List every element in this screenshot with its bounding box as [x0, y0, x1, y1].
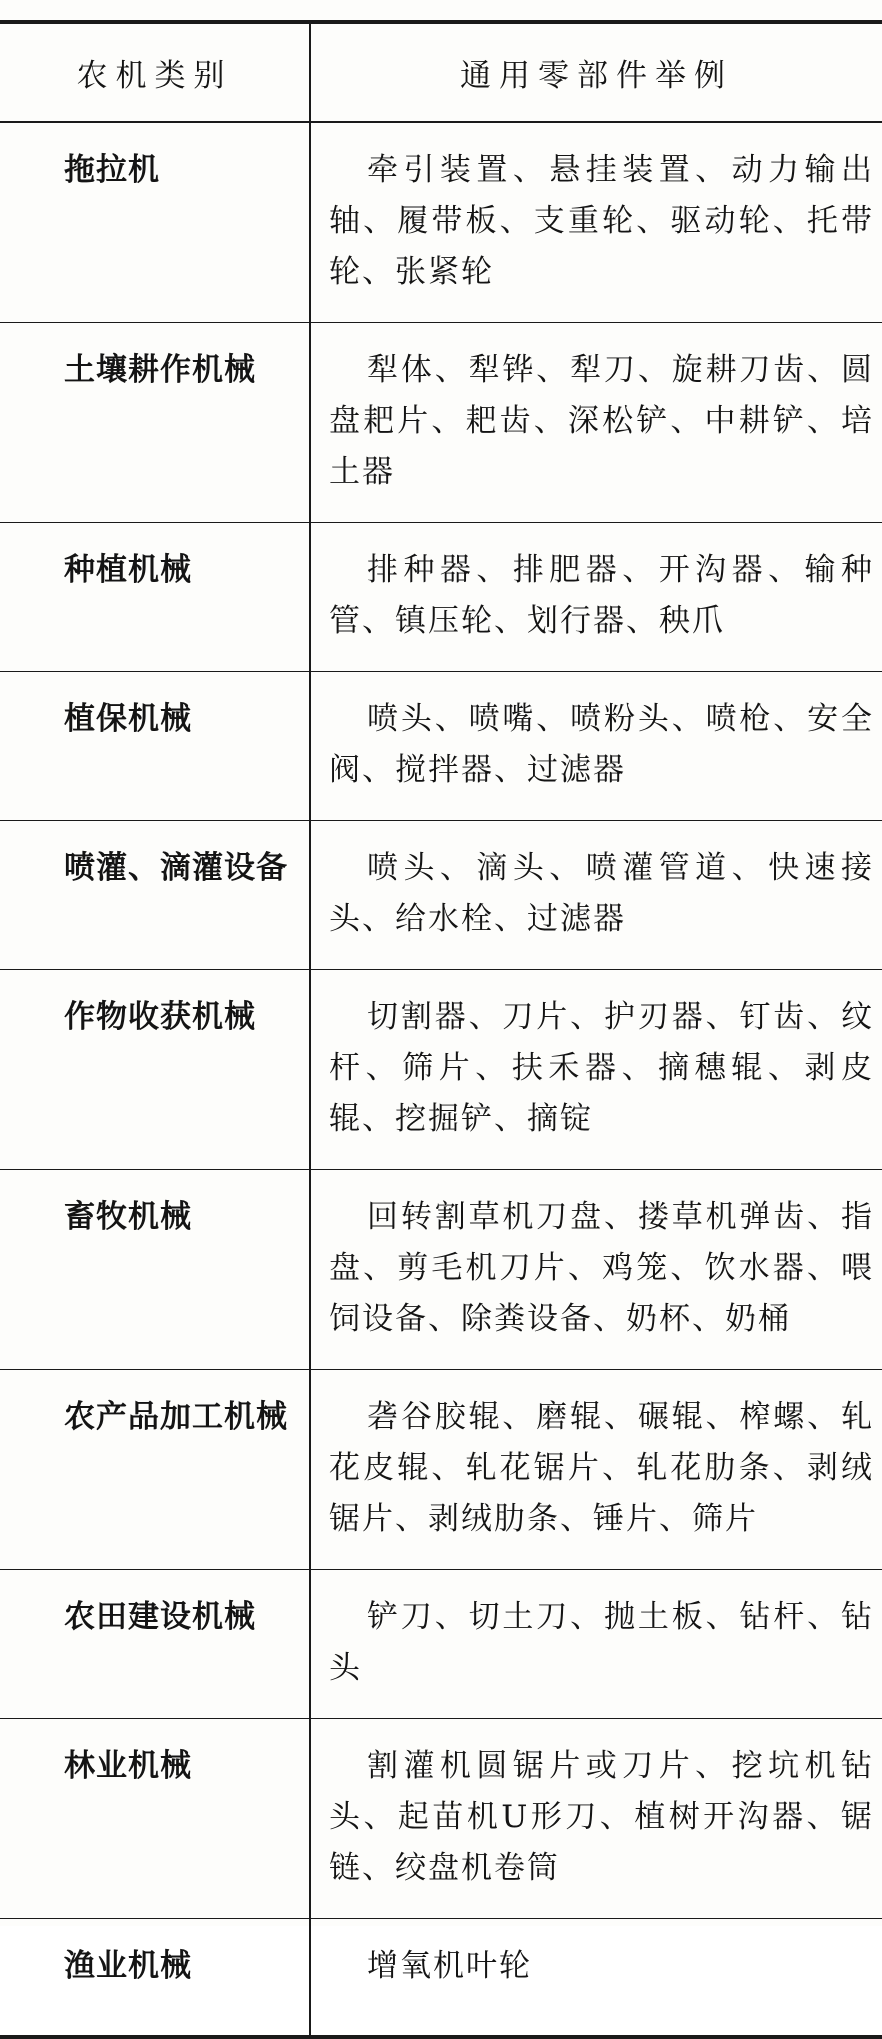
- parts-cell: 割灌机圆锯片或刀片、挖坑机钻头、起苗机U形刀、植树开沟器、锯链、绞盘机卷筒: [329, 1748, 874, 1886]
- category-cell: 渔业机械: [0, 1919, 310, 2037]
- parts-cell: 回转割草机刀盘、搂草机弹齿、指盘、剪毛机刀片、鸡笼、饮水器、喂饲设备、除粪设备、奶杯、奶桶: [329, 1199, 874, 1337]
- table-row: [0, 1170, 882, 1370]
- table-header: [0, 22, 882, 122]
- header-row: [0, 22, 882, 122]
- table-row: [0, 672, 882, 821]
- parts-cell: 砻谷胶辊、磨辊、碾辊、榨螺、轧花皮辊、轧花锯片、轧花肋条、剥绒锯片、剥绒肋条、锤片、筛片: [329, 1399, 874, 1537]
- category-cell: 农田建设机械: [0, 1570, 310, 1719]
- table-row: [0, 323, 882, 523]
- category-cell: 农产品加工机械: [0, 1370, 310, 1570]
- parts-cell: 牵引装置、悬挂装置、动力输出轴、履带板、支重轮、驱动轮、托带轮、张紧轮: [329, 152, 874, 290]
- category-cell: 喷灌、滴灌设备: [0, 821, 310, 970]
- table-row: [0, 821, 882, 970]
- parts-cell: 喷头、滴头、喷灌管道、快速接头、给水栓、过滤器: [329, 850, 874, 937]
- header-category: 农机类别: [0, 22, 310, 122]
- table-row: [0, 1919, 882, 2037]
- category-cell: 林业机械: [0, 1719, 310, 1919]
- table-row: [0, 1570, 882, 1719]
- parts-cell: 增氧机叶轮: [367, 1948, 532, 1984]
- header-parts: 通用零部件举例: [460, 58, 733, 94]
- parts-cell: 喷头、喷嘴、喷粉头、喷枪、安全阀、搅拌器、过滤器: [329, 701, 874, 788]
- category-cell: 拖拉机: [0, 122, 310, 323]
- table-body: [0, 122, 882, 2037]
- table-row: [0, 122, 882, 323]
- table-row: [0, 970, 882, 1170]
- parts-cell: 切割器、刀片、护刃器、钉齿、纹杆、筛片、扶禾器、摘穗辊、剥皮辊、挖掘铲、摘锭: [329, 999, 874, 1137]
- category-cell: 植保机械: [0, 672, 310, 821]
- parts-cell: 铲刀、切土刀、抛土板、钻杆、钻头: [329, 1599, 874, 1686]
- parts-cell: 犁体、犁铧、犁刀、旋耕刀齿、圆盘耙片、耙齿、深松铲、中耕铲、培土器: [329, 352, 874, 490]
- category-cell: 畜牧机械: [0, 1170, 310, 1370]
- table-row: [0, 1719, 882, 1919]
- category-cell: 作物收获机械: [0, 970, 310, 1170]
- table-row: [0, 523, 882, 672]
- parts-cell: 排种器、排肥器、开沟器、输种管、镇压轮、划行器、秧爪: [329, 552, 874, 639]
- table-row: [0, 1370, 882, 1570]
- agricultural-parts-table: [0, 20, 882, 2039]
- category-cell: 种植机械: [0, 523, 310, 672]
- category-cell: 土壤耕作机械: [0, 323, 310, 523]
